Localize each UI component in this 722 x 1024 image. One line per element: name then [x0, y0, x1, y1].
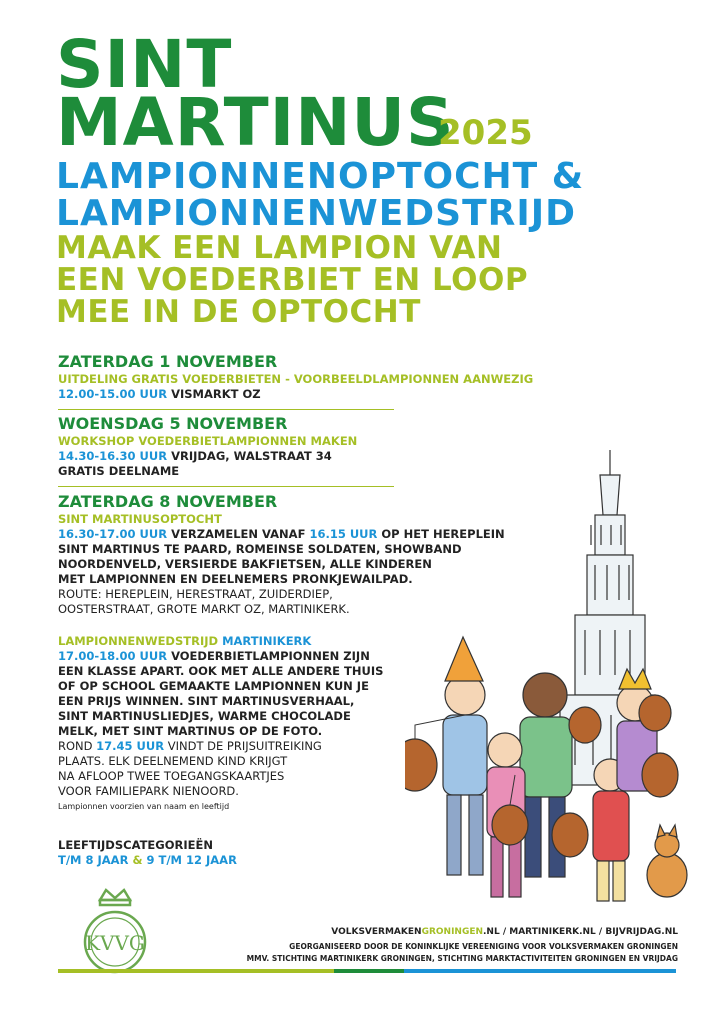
event-3-route-2: OOSTERSTRAAT, GROTE MARKT OZ, MARTINIKERK.: [58, 602, 350, 616]
event-2-desc: WORKSHOP VOEDERBIETLAMPIONNEN MAKEN: [58, 434, 358, 448]
event-3-line-3: NOORDENVELD, VERSIERDE BAKFIETSEN, ALLE KINDEREN: [58, 557, 432, 571]
event-1: [58, 352, 534, 402]
event-1-time: 12.00-15.00 UUR: [58, 387, 168, 401]
event-4-line-4: EEN PRIJS WINNEN. SINT MARTINUSVERHAAL,: [58, 694, 355, 708]
event-3-gather-time: 16.15 UUR: [309, 527, 378, 541]
event-4-line-3: OF OP SCHOOL GEMAAKTE LAMPIONNEN KUN JE: [58, 679, 369, 693]
footer-bar-green: [334, 969, 404, 973]
tagline-1: MAAK EEN LAMPION VAN: [56, 230, 503, 266]
event-4-time: 17.00-18.00 UUR: [58, 649, 168, 663]
divider-1: [58, 409, 394, 410]
event-3-route-1: ROUTE: HEREPLEIN, HERESTRAAT, ZUIDERDIEP,: [58, 587, 333, 601]
event-4-prize-time: 17.45 UUR: [96, 739, 165, 753]
event-2-extra: GRATIS DEELNAME: [58, 464, 180, 478]
event-4-line-2: EEN KLASSE APART. OOK MET ALLE ANDERE THUIS: [58, 664, 384, 678]
event-3-desc: SINT MARTINUSOPTOCHT: [58, 512, 222, 526]
event-3-line-1b: OP HET HEREPLEIN: [381, 527, 505, 541]
event-4-prize-1a: ROND: [58, 739, 93, 753]
footer-organizer: GEORGANISEERD DOOR DE KONINKLIJKE VEREENIGING VOOR VOLKSVERMAKEN GRONINGEN: [289, 942, 678, 951]
illustration-tower-children: [405, 445, 705, 915]
event-4-line-5: SINT MARTINUSLIEDJES, WARME CHOCOLADE: [58, 709, 351, 723]
event-4-line-6: MELK, MET SINT MARTINUS OP DE FOTO.: [58, 724, 323, 738]
event-3-day: ZATERDAG 8 NOVEMBER: [58, 492, 278, 511]
footer-bar-blue: [404, 969, 676, 973]
event-4-prize-2: PLAATS. ELK DEELNEMEND KIND KRIJGT: [58, 754, 288, 768]
event-4-note: Lampionnen voorzien van naam en leeftijd: [58, 802, 230, 811]
event-1-day: ZATERDAG 1 NOVEMBER: [58, 352, 278, 371]
event-4-prize-3: NA AFLOOP TWEE TOEGANGSKAARTJES: [58, 769, 285, 783]
kvvg-logo-letters: KVVG: [85, 931, 145, 955]
footer-site-1c[interactable]: .NL / MARTINIKERK.NL / BIJVRIJDAG.NL: [483, 927, 678, 937]
footer-sites: [331, 927, 678, 938]
event-3-line-2: SINT MARTINUS TE PAARD, ROMEINSE SOLDATEN, SHOWBAND: [58, 542, 462, 556]
year: 2025: [438, 113, 533, 153]
event-1-place: VISMARKT OZ: [171, 387, 261, 401]
event-3-time: 16.30-17.00 UUR: [58, 527, 168, 541]
event-4: [58, 634, 458, 811]
event-4-title-b: MARTINIKERK: [222, 634, 312, 648]
subtitle-line-2: LAMPIONNENWEDSTRIJD: [56, 193, 577, 234]
divider-2: [58, 486, 394, 487]
footer-partners: MMV. STICHTING MARTINIKERK GRONINGEN, STICHTING MARKTACTIVITEITEN GRONINGEN EN VRIJDAG: [246, 954, 678, 963]
age-group-a: T/M 8 JAAR: [58, 853, 129, 867]
footer-site-1a[interactable]: VOLKSVERMAKEN: [331, 927, 422, 937]
footer-site-1b[interactable]: GRONINGEN: [421, 927, 484, 937]
event-1-desc: UITDELING GRATIS VOEDERBIETEN - VOORBEELDLAMPIONNEN AANWEZIG: [58, 372, 534, 386]
tagline-2: EEN VOEDERBIET EN LOOP: [56, 262, 529, 298]
ages-amp: &: [132, 853, 143, 867]
event-4-line-1: VOEDERBIETLAMPIONNEN ZIJN: [171, 649, 370, 663]
title-line-1: SINT: [56, 26, 233, 103]
subtitle-line-1: LAMPIONNENOPTOCHT &: [56, 156, 585, 197]
tagline-3: MEE IN DE OPTOCHT: [56, 294, 421, 330]
event-4-prize-4: VOOR FAMILIEPARK NIENOORD.: [58, 784, 239, 798]
kvvg-logo: [66, 888, 164, 980]
event-2-place: VRIJDAG, WALSTRAAT 34: [171, 449, 332, 463]
title-line-2: MARTINUS: [56, 84, 455, 161]
event-2: [58, 414, 398, 479]
age-categories: [58, 838, 237, 868]
footer-bar-lime: [58, 969, 334, 973]
ages-label: LEEFTIJDSCATEGORIEËN: [58, 838, 213, 852]
event-3-line-4: MET LAMPIONNEN EN DEELNEMERS PRONKJEWAILPAD.: [58, 572, 413, 586]
event-2-day: WOENSDAG 5 NOVEMBER: [58, 414, 288, 433]
event-4-prize-1b: VINDT DE PRIJSUITREIKING: [167, 739, 322, 753]
event-4-title-a: LAMPIONNENWEDSTRIJD: [58, 634, 219, 648]
event-3-line-1a: VERZAMELEN VANAF: [171, 527, 306, 541]
event-2-time: 14.30-16.30 UUR: [58, 449, 168, 463]
age-group-b: 9 T/M 12 JAAR: [146, 853, 237, 867]
